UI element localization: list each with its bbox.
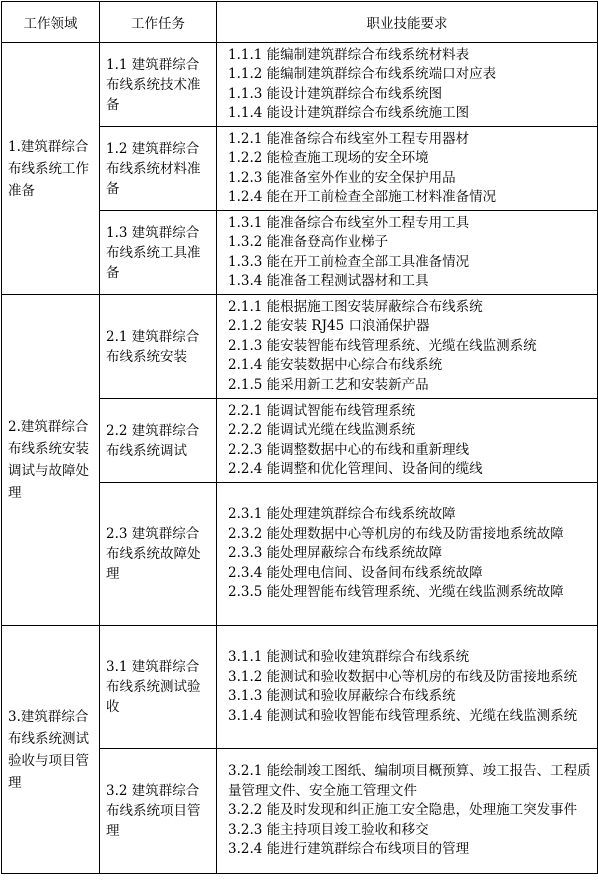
table-row: [2, 43, 598, 127]
skill-requirement: 2.1.5 能采用新工艺和安装新产品: [228, 376, 429, 393]
skill-requirement: 2.1.3 能安装智能布线管理系统、光缆在线监测系统: [228, 337, 537, 354]
skill-requirements-cell: [217, 483, 598, 626]
skill-requirement: 1.1.1 能编制建筑群综合布线系统材料表: [228, 46, 470, 63]
skill-requirement: 1.2.4 能在开工前检查全部施工材料准备情况: [228, 189, 497, 205]
work-task-cell: 1.3 建筑群综合布线系统工具准备: [100, 211, 217, 295]
skill-requirement: 2.1.1 能根据施工图安装屏蔽综合布线系统: [228, 298, 483, 315]
work-task-cell: 3.1 建筑群综合布线系统测试验收: [100, 626, 217, 749]
skill-requirement: 1.3.2 能准备登高作业梯子: [228, 234, 389, 250]
table-row: [2, 626, 598, 749]
skill-requirement: 2.2.2 能调试光缆在线监测系统: [228, 422, 416, 438]
skill-requirement: 3.2.2 能及时发现和纠正施工安全隐患，处理施工突发事件: [228, 802, 578, 819]
skill-requirement: 2.3.3 能处理屏蔽综合布线系统故障: [228, 545, 443, 562]
work-task-cell: 2.1 建筑群综合布线系统安装: [100, 295, 217, 399]
skill-requirement: 2.3.1 能处理建筑群综合布线系统故障: [228, 506, 456, 523]
skill-requirement: 3.1.1 能测试和验收建筑群综合布线系统: [228, 649, 470, 665]
skill-requirement: 1.2.3 能准备室外作业的安全保护用品: [228, 169, 456, 186]
work-area-cell: 1.建筑群综合布线系统工作准备: [2, 43, 100, 295]
header-work-task: 工作任务: [100, 2, 217, 43]
work-area-cell: 3.建筑群综合布线系统测试验收与项目管理: [2, 626, 100, 874]
work-task-cell: 1.1 建筑群综合布线系统技术准备: [100, 43, 217, 127]
work-task-cell: 1.2 建筑群综合布线系统材料准备: [100, 127, 217, 211]
skill-requirements-cell: [217, 43, 598, 127]
header-row: [2, 2, 598, 43]
skill-requirements-cell: [217, 749, 598, 874]
skill-requirement: 3.1.3 能测试和验收屏蔽综合布线系统: [228, 688, 456, 704]
work-task-cell: 2.3 建筑群综合布线系统故障处理: [100, 483, 217, 626]
work-task-cell: 2.2 建筑群综合布线系统调试: [100, 399, 217, 483]
skill-requirement: 3.2.1 能绘制竣工图纸、编制项目概预算、竣工报告、工程质量管理文件、安全施工管理文件: [228, 763, 591, 799]
skill-requirement: 3.1.4 能测试和验收智能布线管理系统、光缆在线监测系统: [228, 707, 578, 724]
skill-requirement: 2.2.3 能调整数据中心的布线和重新理线: [228, 441, 470, 458]
skill-requirement: 3.1.2 能测试和验收数据中心等机房的布线及防雷接地系统: [228, 668, 578, 685]
skill-requirement: 1.3.4 能准备工程测试器材和工具: [228, 273, 429, 289]
work-area-cell: 2.建筑群综合布线系统安装调试与故障处理: [2, 295, 100, 626]
skill-requirement: 2.2.1 能调试智能布线管理系统: [228, 402, 416, 419]
skill-requirements-cell: [217, 399, 598, 483]
skill-requirement: 1.3.1 能准备综合布线室外工程专用工具: [228, 214, 470, 231]
skill-requirement: 1.1.4 能设计建筑群综合布线系统施工图: [228, 105, 470, 121]
skill-requirement: 2.3.5 能处理智能布线管理系统、光缆在线监测系统故障: [228, 584, 564, 601]
skill-requirement: 2.3.4 能处理电信间、设备间布线系统故障: [228, 564, 483, 581]
skill-requirement: 3.2.3 能主持项目竣工验收和移交: [228, 821, 429, 838]
work-task-cell: 3.2 建筑群综合布线系统项目管理: [100, 749, 217, 874]
skill-requirement: 2.3.2 能处理数据中心等机房的布线及防雷接地系统故障: [228, 525, 564, 542]
header-skill-requirements: 职业技能要求: [217, 2, 598, 43]
skill-requirement: 2.1.2 能安装 RJ45 口浪涌保护器: [228, 318, 430, 335]
skill-requirement: 1.1.2 能编制建筑群综合布线系统端口对应表: [228, 66, 497, 82]
skill-requirements-cell: [217, 211, 598, 295]
skill-requirement: 2.2.4 能调整和优化管理间、设备间的缆线: [228, 461, 483, 477]
skills-table: [1, 1, 598, 874]
skill-requirement: 2.1.4 能安装数据中心综合布线系统: [228, 357, 443, 374]
skill-requirements-cell: [217, 127, 598, 211]
skill-requirements-cell: [217, 626, 598, 749]
skill-requirement: 3.2.4 能进行建筑群综合布线项目的管理: [228, 841, 470, 858]
skill-requirements-cell: [217, 295, 598, 399]
skill-requirement: 1.2.1 能准备综合布线室外工程专用器材: [228, 130, 470, 147]
skill-requirement: 1.2.2 能检查施工现场的安全环境: [228, 150, 429, 166]
table-row: [2, 295, 598, 399]
header-work-area: 工作领域: [2, 2, 100, 43]
skill-requirement: 1.3.3 能在开工前检查全部工具准备情况: [228, 253, 470, 270]
skill-requirement: 1.1.3 能设计建筑群综合布线系统图: [228, 85, 443, 102]
